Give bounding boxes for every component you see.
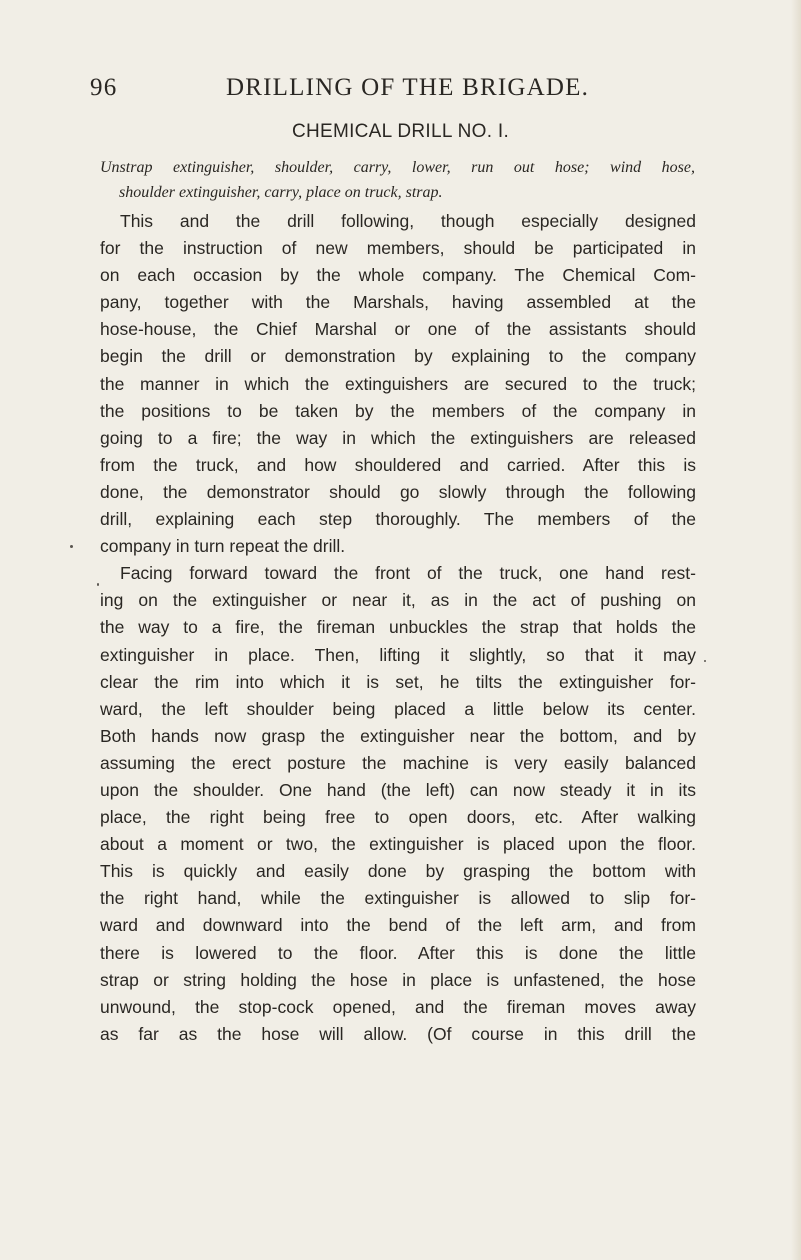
text-line: upon the shoulder. One hand (the left) can now steady it in its <box>100 779 696 800</box>
paragraph-1 <box>100 208 696 560</box>
print-speck <box>97 583 99 586</box>
text-line: drill, explaining each step thoroughly. The members of the <box>100 509 696 530</box>
text-line: clear the rim into which it is set, he tilts the extinguisher for- <box>100 671 696 692</box>
page-edge-shadow <box>791 0 801 1260</box>
text-line: strap or string holding the hose in place is unfastened, the hose <box>100 969 696 990</box>
text-line: the manner in which the extinguishers are secured to the truck; <box>100 373 696 394</box>
text-line: Facing forward toward the front of the truck, one hand rest- <box>120 563 696 584</box>
text-line: ing on the extinguisher or near it, as in the act of pushing on <box>100 590 696 611</box>
text-line: This is quickly and easily done by grasping the bottom with <box>100 861 696 882</box>
text-line: on each occasion by the whole company. The Chemical Com- <box>100 265 696 286</box>
text-line: from the truck, and how shouldered and carried. After this is <box>100 454 696 475</box>
text-line: pany, together with the Marshals, having assembled at the <box>100 292 696 313</box>
text-line: the way to a fire, the fireman unbuckles the strap that holds the <box>100 617 696 638</box>
print-speck <box>70 545 73 548</box>
text-line: done, the demonstrator should go slowly through the following <box>100 481 696 502</box>
drill-commands-line: Unstrap extinguisher, shoulder, carry, lower, run out hose; wind hose, <box>100 159 695 176</box>
text-line: as far as the hose will allow. (Of course in this drill the <box>100 1023 696 1044</box>
text-line: place, the right being free to open doors, etc. After walking <box>100 807 696 828</box>
drill-commands <box>100 155 695 205</box>
running-header <box>90 74 590 114</box>
print-speck <box>704 660 706 662</box>
text-line: ward, the left shoulder being placed a little below its center. <box>100 698 696 719</box>
text-line: assuming the erect posture the machine is very easily balanced <box>100 752 696 773</box>
text-line: This and the drill following, though especially designed <box>120 211 696 231</box>
text-line: ward and downward into the bend of the left arm, and from <box>100 915 696 936</box>
text-line: hose-house, the Chief Marshal or one of the assistants should <box>100 319 696 340</box>
text-line: about a moment or two, the extinguisher is placed upon the floor. <box>100 834 696 855</box>
text-line: Both hands now grasp the extinguisher near the bottom, and by <box>100 725 696 746</box>
text-line: extinguisher in place. Then, lifting it slightly, so that it may <box>100 644 696 665</box>
body-text <box>100 208 696 1048</box>
text-line: the right hand, while the extinguisher is allowed to slip for- <box>100 888 696 909</box>
drill-commands-line: shoulder extinguisher, carry, place on truck, strap. <box>119 184 443 201</box>
text-line: there is lowered to the floor. After this is done the little <box>100 942 696 963</box>
text-line: begin the drill or demonstration by explaining to the company <box>100 346 696 367</box>
paragraph-2 <box>100 560 696 1048</box>
running-title: DRILLING OF THE BRIGADE. <box>226 74 590 101</box>
text-line: the positions to be taken by the members of the company in <box>100 400 696 421</box>
text-line: for the instruction of new members, should be participated in <box>100 238 696 259</box>
text-line: going to a fire; the way in which the extinguishers are released <box>100 427 696 448</box>
section-title: CHEMICAL DRILL NO. I. <box>291 121 510 142</box>
text-line: unwound, the stop-cock opened, and the fireman moves away <box>100 996 696 1017</box>
page-number: 96 <box>90 74 118 101</box>
text-line: company in turn repeat the drill. <box>100 536 346 557</box>
